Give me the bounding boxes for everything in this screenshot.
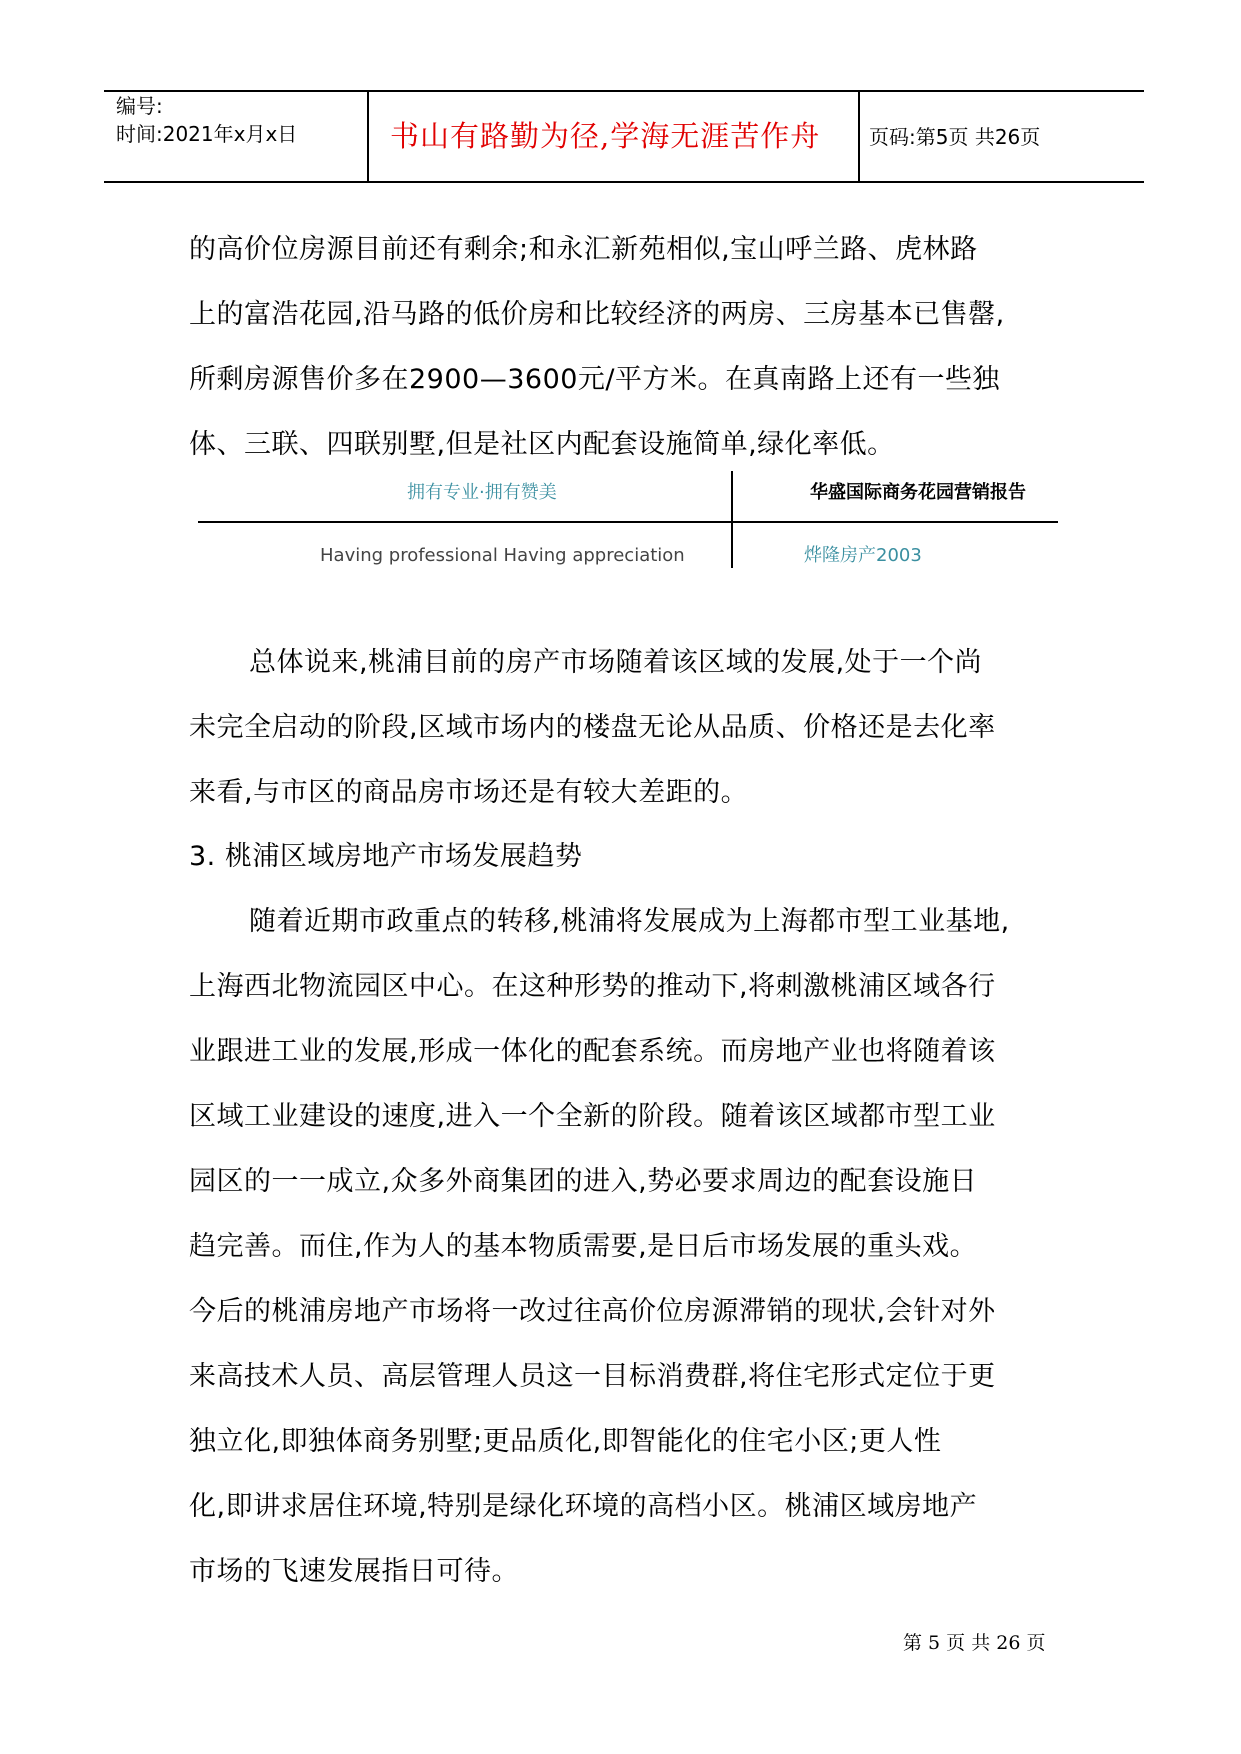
- banner-divider: [731, 471, 733, 568]
- header-top-rule: [104, 90, 1144, 92]
- text-line: 今后的桃浦房地产市场将一改过往高价位房源滞销的现状,会针对外: [189, 1296, 996, 1327]
- text-line: 业跟进工业的发展,形成一体化的配套系统。而房地产业也将随着该: [189, 1036, 996, 1067]
- text-line: 体、三联、四联别墅,但是社区内配套设施简单,绿化率低。: [189, 429, 895, 460]
- section-heading: 3. 桃浦区域房地产市场发展趋势: [189, 841, 583, 872]
- header-bottom-rule: [104, 181, 1144, 183]
- text-line: 所剩房源售价多在2900—3600元/平方米。在真南路上还有一些独: [189, 364, 1001, 395]
- banner-slogan-english: Having professional Having appreciation: [320, 545, 685, 566]
- text-line: 化,即讲求居住环境,特别是绿化环境的高档小区。桃浦区域房地产: [189, 1491, 978, 1522]
- text-line: 来看,与市区的商品房市场还是有较大差距的。: [189, 777, 749, 808]
- text-line: 来高技术人员、高层管理人员这一目标消费群,将住宅形式定位于更: [189, 1361, 996, 1392]
- text-line: 园区的一一成立,众多外商集团的进入,势必要求周边的配套设施日: [189, 1166, 978, 1197]
- page-info: 页码:第5页 共26页: [869, 125, 1041, 149]
- text-line: 趋完善。而住,作为人的基本物质需要,是日后市场发展的重头戏。: [189, 1231, 978, 1262]
- text-line: 未完全启动的阶段,区域市场内的楼盘无论从品质、价格还是去化率: [189, 712, 996, 743]
- text-line: 上的富浩花园,沿马路的低价房和比较经济的两房、三房基本已售罄,: [189, 299, 1005, 330]
- text-line: 区域工业建设的速度,进入一个全新的阶段。随着该区域都市型工业: [189, 1101, 996, 1132]
- banner-slogan: 拥有专业·拥有赞美: [407, 482, 557, 503]
- banner-report-title: 华盛国际商务花园营销报告: [810, 482, 1026, 503]
- text-line: 上海西北物流园区中心。在这种形势的推动下,将刺激桃浦区域各行: [189, 971, 996, 1002]
- text-line: 总体说来,桃浦目前的房产市场随着该区域的发展,处于一个尚: [249, 647, 983, 678]
- text-line: 的高价位房源目前还有剩余;和永汇新苑相似,宝山呼兰路、虎林路: [189, 234, 978, 265]
- text-line: 市场的飞速发展指日可待。: [189, 1556, 519, 1587]
- header-divider-right: [858, 90, 860, 182]
- motto: 书山有路勤为径,学海无涯苦作舟: [390, 119, 821, 153]
- number-label: 编号:: [116, 94, 163, 118]
- text-line: 独立化,即独体商务别墅;更品质化,即智能化的住宅小区;更人性: [189, 1426, 942, 1457]
- header-divider-left: [367, 90, 369, 182]
- banner-rule: [198, 521, 1058, 523]
- page-footer: 第 5 页 共 26 页: [903, 1632, 1046, 1654]
- banner-company: 烨隆房产2003: [804, 545, 922, 566]
- text-line: 随着近期市政重点的转移,桃浦将发展成为上海都市型工业基地,: [249, 906, 1010, 937]
- time-label: 时间:2021年x月x日: [116, 122, 298, 146]
